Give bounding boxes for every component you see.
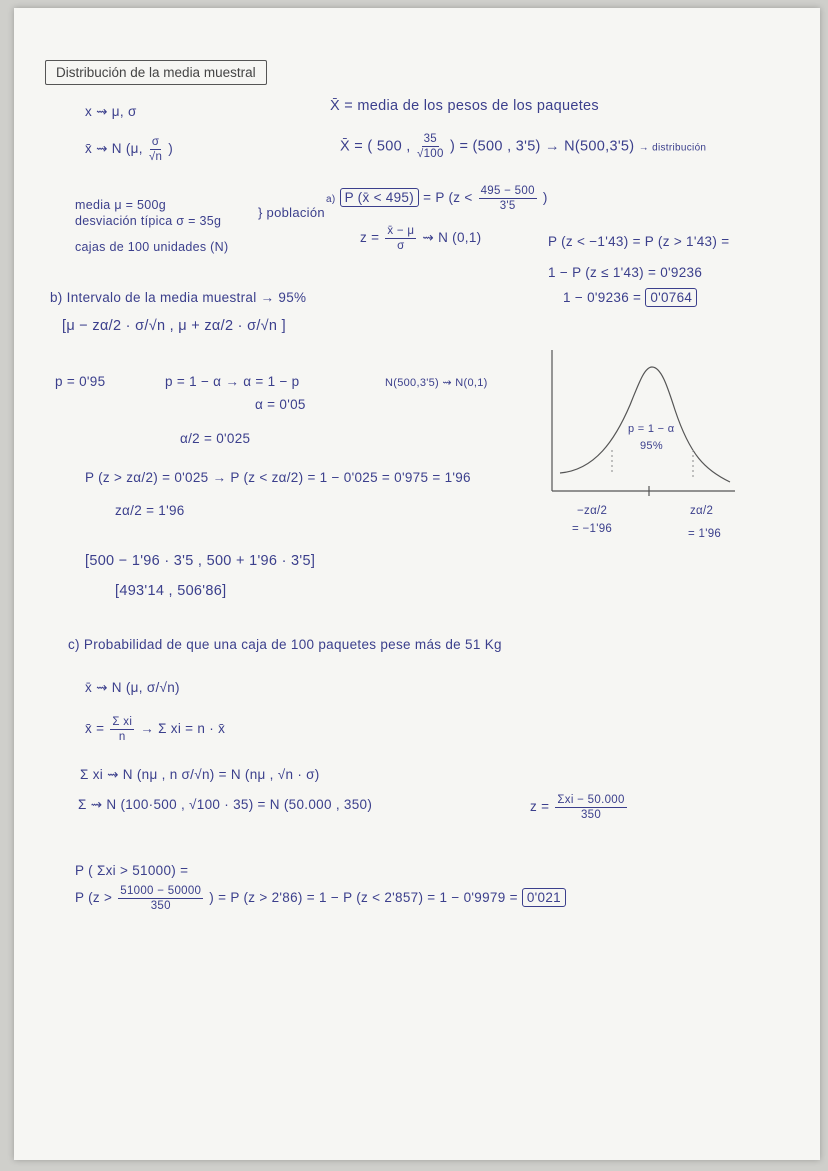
fraction (110, 715, 134, 744)
text: ) = P (z > 2'86) = 1 − P (z < 2'857) = 1 − 0'9979 = (209, 890, 518, 906)
text: ) (542, 190, 548, 206)
part-a-step1: P (z < −1'43) = P (z > 1'43) = (548, 234, 730, 249)
x-distribution: x ⇝ μ, σ (85, 104, 137, 119)
boxed-expression: P (x̄ < 495) (340, 188, 419, 207)
part-a-step2: 1 − P (z ≤ 1'43) = 0'9236 (548, 265, 703, 280)
z-formula (360, 224, 481, 253)
graph-right-label: zα/2 (690, 505, 714, 517)
text: z = (530, 799, 550, 815)
text: ⇝ N (0,1) (422, 230, 482, 246)
part-a-label: a) (326, 194, 336, 206)
population-label: } población (258, 205, 325, 220)
z-calc: P (z > zα/2) = 0'025 → P (z < zα/2) = 1 − 0'025 = 0'975 = 1'96 (85, 470, 471, 485)
alpha: α = 0'05 (255, 397, 306, 412)
denominator: 350 (580, 809, 602, 821)
fraction (149, 135, 162, 164)
fraction (118, 884, 203, 913)
part-c-prob2 (75, 884, 566, 913)
graph-right-value: = 1'96 (688, 528, 722, 540)
alpha-half: α/2 = 0'025 (180, 431, 251, 446)
interval-formula: [μ − zα/2 · σ/√n , μ + zα/2 · σ/√n ] (62, 318, 286, 334)
box-size: cajas de 100 unidades (N) (75, 240, 229, 254)
numerator: x̄ − μ (387, 225, 415, 237)
fraction (385, 224, 416, 253)
text: x̄ ⇝ N (μ, (85, 141, 143, 157)
part-c-line1: x̄ ⇝ N (μ, σ/√n) (85, 680, 180, 695)
part-c-line3: Σ xi ⇝ N (nμ , n σ/√n) = N (nμ , √n · σ) (80, 767, 320, 782)
text: x̄ = (85, 721, 105, 737)
numerator: σ (151, 136, 160, 148)
text: ) = (500 , 3'5) → N(500,3'5) (450, 138, 635, 155)
part-b-label: b) Intervalo de la media muestral → 95% (50, 290, 307, 305)
part-c-line4: Σ ⇝ N (100·500 , √100 · 35) = N (50.000 , 350) (78, 797, 373, 812)
note: → distribución (638, 142, 707, 154)
text: ) (168, 141, 174, 157)
denominator: n (118, 731, 126, 743)
numerator: Σ xi (112, 716, 133, 728)
numerator: 495 − 500 (480, 185, 535, 197)
text: X̄ = ( 500 , (340, 138, 411, 155)
part-c-z (530, 793, 629, 822)
text: = P (z < (423, 190, 473, 206)
p-value: p = 0'95 (55, 374, 106, 389)
numerator: 35 (423, 133, 437, 145)
graph-center-label: p = 1 − α (628, 423, 675, 435)
interval-result: [493'14 , 506'86] (115, 583, 227, 599)
p-alpha: p = 1 − α → α = 1 − p (165, 374, 300, 389)
part-c-prob1: P ( Σxi > 51000) = (75, 863, 189, 878)
text: → Σ xi = n · x̄ (140, 721, 226, 737)
text: P (z > (75, 890, 113, 906)
graph-left-value: = −1'96 (572, 523, 613, 535)
standardize: N(500,3'5) ⇝ N(0,1) (385, 377, 488, 389)
xbar-definition (340, 132, 706, 161)
part-a (326, 184, 548, 213)
text: z = (360, 230, 380, 246)
population-mean: media μ = 500g (75, 198, 166, 212)
interval-substitution: [500 − 1'96 · 3'5 , 500 + 1'96 · 3'5] (85, 553, 316, 569)
graph-center-pct: 95% (640, 440, 663, 452)
denominator: σ (397, 240, 405, 252)
population-sd: desviación típica σ = 35g (75, 214, 222, 228)
fraction (417, 132, 444, 161)
xbar-meaning: X̄ = media de los pesos de los paquetes (330, 98, 599, 114)
part-c-line2 (85, 715, 225, 744)
fraction (555, 793, 626, 822)
part-c-result: 0'021 (522, 888, 566, 907)
numerator: Σxi − 50.000 (557, 794, 625, 806)
numerator: 51000 − 50000 (120, 885, 202, 897)
part-c-label: c) Probabilidad de que una caja de 100 paquetes pese más de 51 Kg (68, 637, 502, 652)
part-a-step3 (563, 290, 697, 305)
page-title: Distribución de la media muestral (45, 60, 267, 85)
denominator: 3'5 (499, 200, 516, 212)
xbar-distribution (85, 135, 173, 164)
denominator: √n (148, 151, 163, 163)
graph-left-label: −zα/2 (577, 505, 608, 517)
denominator: √100 (416, 148, 444, 160)
z-value: zα/2 = 1'96 (115, 503, 185, 518)
text: 1 − 0'9236 = (563, 290, 642, 305)
fraction (479, 184, 537, 213)
part-a-result: 0'0764 (645, 288, 697, 307)
denominator: 350 (150, 900, 171, 912)
